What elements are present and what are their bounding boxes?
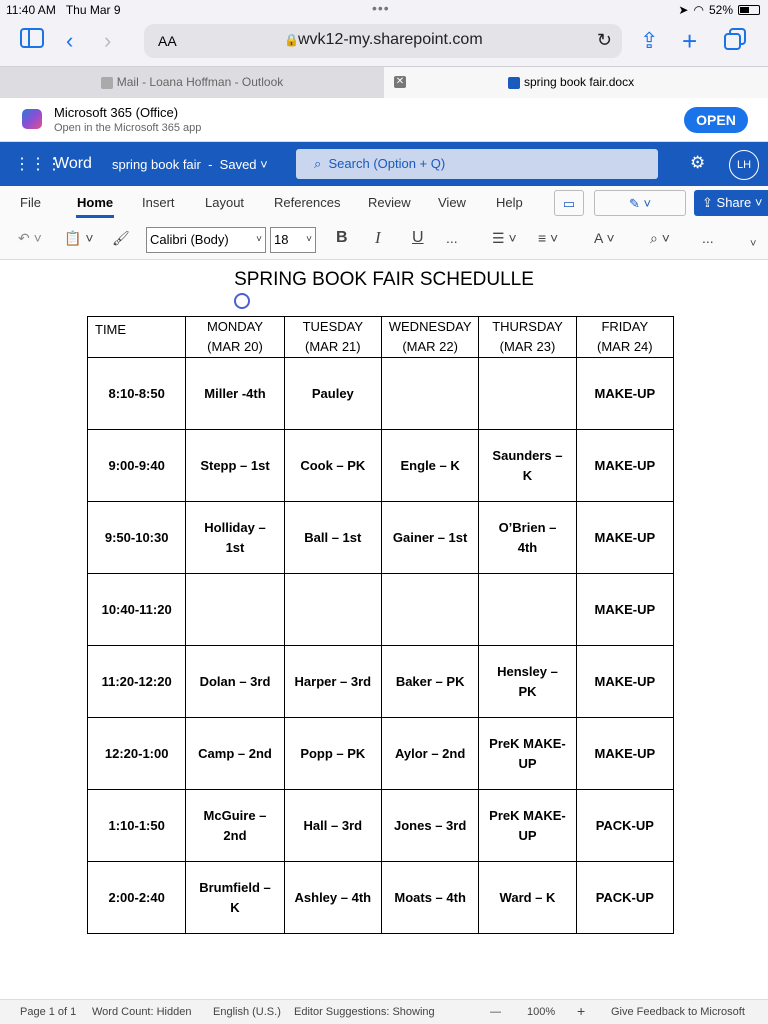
schedule-cell[interactable] — [186, 790, 284, 862]
schedule-cell[interactable] — [479, 646, 576, 718]
editor-suggestions[interactable]: Editor Suggestions: Showing — [294, 1006, 435, 1018]
time-cell[interactable] — [88, 502, 186, 574]
cell-text: Miller -4th — [204, 385, 266, 401]
undo-icon[interactable]: ↶ ˅ — [18, 230, 42, 246]
time-cell[interactable] — [88, 862, 186, 934]
schedule-cell[interactable] — [284, 862, 381, 934]
paste-icon[interactable]: 📋 ˅ — [64, 230, 94, 246]
font-size-select[interactable]: 18 ˅ — [270, 227, 316, 253]
schedule-cell[interactable] — [284, 358, 381, 430]
font-family-select[interactable]: Calibri (Body) ˅ — [146, 227, 266, 253]
doc-title[interactable]: spring book fair - Saved ˅ — [112, 157, 268, 172]
cell-text: Saunders – K — [492, 447, 563, 483]
status-right — [678, 3, 760, 17]
table-row — [88, 862, 674, 934]
time-cell[interactable] — [88, 718, 186, 790]
cell-text: 8:10-8:50 — [108, 385, 165, 401]
cell-text: 9:00-9:40 — [108, 457, 165, 473]
lock-icon: 🔒 — [284, 33, 299, 47]
expand-ribbon-icon[interactable]: ˅ — [750, 238, 757, 250]
schedule-cell[interactable] — [576, 862, 673, 934]
schedule-cell[interactable] — [186, 502, 284, 574]
cell-text: PreK MAKE-UP — [489, 735, 566, 771]
tab-outlook[interactable]: Mail - Loana Hoffman - Outlook — [0, 67, 384, 98]
ribbon-tabs — [0, 186, 768, 220]
avatar[interactable]: LH — [729, 150, 759, 180]
schedule-cell[interactable] — [284, 502, 381, 574]
app-launcher-icon[interactable]: ⋮⋮⋮ — [14, 156, 62, 173]
cell-text: Baker – PK — [395, 673, 465, 689]
url-text[interactable]: wvk12-my.sharepoint.com — [298, 31, 483, 48]
find-icon[interactable]: ⌕ ˅ — [650, 230, 670, 246]
tab-home[interactable]: Home — [77, 195, 114, 210]
schedule-cell[interactable] — [576, 790, 673, 862]
cell-text: PreK MAKE-UP — [489, 807, 566, 843]
reload-icon[interactable]: ↻ — [596, 30, 612, 50]
align-icon[interactable]: ≡ ˅ — [538, 230, 559, 246]
schedule-cell[interactable] — [576, 430, 673, 502]
cell-text: Jones – 3rd — [394, 817, 467, 833]
zoom-level[interactable]: 100% — [527, 1006, 556, 1018]
cell-text: 2:00-2:40 — [108, 889, 165, 905]
document-title[interactable]: SPRING BOOK FAIR SCHEDULLE — [234, 269, 534, 290]
more-toolbar-icon[interactable]: ... — [702, 230, 714, 246]
cell-text: Hensley – PK — [497, 663, 558, 699]
header-cell[interactable] — [381, 317, 478, 358]
doc-status: Saved — [219, 157, 257, 172]
table-header-row — [88, 317, 674, 358]
schedule-cell[interactable] — [381, 574, 478, 646]
styles-icon[interactable]: A ˅ — [594, 230, 615, 246]
schedule-cell[interactable] — [576, 646, 673, 718]
outlook-icon — [101, 77, 113, 89]
underline-button[interactable]: U — [412, 229, 424, 246]
cell-text: PACK-UP — [595, 817, 654, 833]
app-name[interactable]: Word — [54, 155, 92, 172]
cell-text: Dolan – 3rd — [199, 673, 271, 689]
schedule-cell[interactable] — [479, 862, 576, 934]
table-row — [88, 574, 674, 646]
schedule-cell[interactable] — [381, 718, 478, 790]
schedule-cell[interactable] — [576, 358, 673, 430]
cell-text: Cook – PK — [300, 457, 366, 473]
formatting-toolbar — [0, 220, 768, 260]
time-cell[interactable] — [88, 646, 186, 718]
settings-gear-icon[interactable]: ⚙ — [690, 153, 706, 172]
tab-review[interactable]: Review — [368, 195, 411, 210]
browser-toolbar — [0, 20, 768, 66]
schedule-cell[interactable] — [479, 502, 576, 574]
close-tab-icon[interactable]: ✕ — [395, 76, 405, 87]
schedule-cell[interactable] — [381, 358, 478, 430]
header-cell[interactable] — [284, 317, 381, 358]
cell-text: Hall – 3rd — [303, 817, 363, 833]
time-cell[interactable] — [88, 358, 186, 430]
tabs-overview-icon[interactable] — [724, 28, 746, 56]
schedule-cell[interactable] — [479, 574, 576, 646]
cell-text: 1:10-1:50 — [108, 817, 165, 833]
header-date: (MAR 20) — [207, 339, 263, 354]
banner-title: Microsoft 365 (Office) — [54, 105, 179, 120]
italic-button[interactable]: I — [375, 228, 381, 247]
share-sheet-icon[interactable]: ⇪ — [640, 28, 659, 53]
schedule-cell[interactable] — [186, 358, 284, 430]
cell-text: MAKE-UP — [594, 601, 656, 617]
battery-percent: 52% — [708, 3, 733, 17]
bullets-icon[interactable]: ☰ ˅ — [492, 230, 517, 246]
open-app-button[interactable]: OPEN — [684, 107, 748, 133]
table-row — [88, 718, 674, 790]
tab-help[interactable]: Help — [496, 195, 523, 210]
zoom-in-button[interactable]: + — [577, 1003, 586, 1019]
header-day: WEDNESDAY — [388, 319, 472, 334]
chevron-down-icon: ˅ — [256, 234, 262, 245]
table-row — [88, 646, 674, 718]
cell-text: Brumfield – K — [199, 879, 271, 915]
app-banner — [0, 98, 768, 142]
cell-text: Ward – K — [499, 889, 556, 905]
time-cell[interactable] — [88, 790, 186, 862]
document-canvas[interactable] — [0, 261, 768, 999]
table-row — [88, 502, 674, 574]
tab-file[interactable]: File — [20, 195, 41, 210]
cell-text: Ashley – 4th — [294, 889, 372, 905]
cell-text: O’Brien – 4th — [498, 519, 557, 555]
schedule-table[interactable] — [87, 316, 674, 934]
cell-text: McGuire – 2nd — [203, 807, 267, 843]
header-day: MONDAY — [206, 319, 264, 334]
multitask-dots-icon[interactable]: ••• — [372, 0, 390, 16]
header-cell[interactable] — [88, 317, 186, 358]
browser-tabs — [0, 66, 768, 98]
cell-text: 10:40-11:20 — [101, 601, 172, 617]
schedule-cell[interactable] — [186, 718, 284, 790]
header-day: FRIDAY — [601, 319, 649, 334]
cell-text: Engle – K — [400, 457, 460, 473]
status-date: Thu Mar 9 — [65, 3, 121, 17]
header-day: THURSDAY — [492, 319, 563, 334]
feedback-link[interactable]: Give Feedback to Microsoft — [611, 1006, 745, 1018]
word-count[interactable]: Word Count: Hidden — [92, 1006, 192, 1018]
header-cell[interactable] — [479, 317, 576, 358]
wifi-icon: ◠ — [693, 3, 704, 17]
schedule-cell[interactable] — [479, 790, 576, 862]
tab-view[interactable]: View — [438, 195, 466, 210]
table-row — [88, 430, 674, 502]
cell-text: 11:20-12:20 — [101, 673, 172, 689]
schedule-cell[interactable] — [381, 502, 478, 574]
schedule-cell[interactable] — [479, 430, 576, 502]
share-button[interactable]: ⇪ Share ˅ — [694, 190, 768, 216]
text-cursor-handle-icon[interactable] — [234, 293, 250, 309]
cell-text: 12:20-1:00 — [104, 745, 169, 761]
m365-logo-icon — [22, 109, 42, 129]
comments-icon[interactable]: ▭ — [554, 190, 584, 216]
cell-text: Popp – PK — [300, 745, 366, 761]
schedule-cell[interactable] — [381, 430, 478, 502]
page-count: Page 1 of 1 — [20, 1006, 77, 1018]
header-date: (MAR 21) — [305, 339, 361, 354]
cell-text: MAKE-UP — [594, 385, 656, 401]
table-row — [88, 358, 674, 430]
location-icon: ➤ — [678, 3, 689, 17]
battery-icon — [738, 5, 760, 15]
schedule-cell[interactable] — [576, 574, 673, 646]
search-icon: ⌕ — [314, 156, 322, 171]
table-row — [88, 790, 674, 862]
cell-text: MAKE-UP — [594, 673, 656, 689]
sidebar-icon[interactable] — [20, 28, 44, 54]
cell-text: PACK-UP — [595, 889, 654, 905]
format-painter-icon[interactable]: 🖌 — [112, 230, 130, 246]
bold-button[interactable]: B — [336, 229, 348, 246]
cell-text: Camp – 2nd — [198, 745, 272, 761]
ios-status-bar — [0, 0, 768, 20]
tab-layout[interactable]: Layout — [205, 195, 245, 210]
schedule-cell[interactable] — [284, 646, 381, 718]
schedule-cell[interactable] — [186, 646, 284, 718]
schedule-cell[interactable] — [381, 790, 478, 862]
word-status-bar — [0, 999, 768, 1024]
cell-text: Harper – 3rd — [294, 673, 372, 689]
forward-icon[interactable]: › — [104, 28, 112, 53]
cell-text: Holliday – 1st — [204, 519, 266, 555]
back-icon[interactable]: ‹ — [66, 28, 74, 53]
header-cell[interactable] — [576, 317, 673, 358]
tab-word-doc[interactable] — [384, 67, 768, 98]
more-font-options[interactable]: ... — [446, 230, 458, 246]
schedule-cell[interactable] — [381, 862, 478, 934]
header-date: (MAR 23) — [499, 339, 556, 354]
tab-insert[interactable]: Insert — [142, 195, 175, 210]
schedule-cell[interactable] — [284, 790, 381, 862]
time-cell[interactable] — [88, 430, 186, 502]
chevron-down-icon: ˅ — [306, 234, 312, 245]
active-tab-indicator — [76, 215, 114, 218]
schedule-cell[interactable] — [284, 574, 381, 646]
new-tab-icon[interactable]: + — [682, 26, 698, 56]
header-date: (MAR 24) — [597, 339, 653, 354]
cell-text: Ball – 1st — [304, 529, 362, 545]
schedule-cell[interactable] — [576, 502, 673, 574]
text-size-button[interactable]: AA — [158, 33, 177, 49]
schedule-cell[interactable] — [186, 430, 284, 502]
cell-text: Pauley — [311, 385, 354, 401]
status-time: 11:40 AM Thu Mar 9 — [6, 3, 121, 17]
cell-text: Moats – 4th — [394, 889, 466, 905]
word-header — [0, 142, 768, 186]
tab-references[interactable]: References — [274, 195, 341, 210]
schedule-cell[interactable] — [284, 718, 381, 790]
search-placeholder: Search (Option + Q) — [328, 156, 446, 171]
time-cell[interactable] — [88, 574, 186, 646]
schedule-cell[interactable] — [479, 718, 576, 790]
schedule-cell[interactable] — [381, 646, 478, 718]
header-day: TIME — [95, 322, 127, 337]
search-box[interactable] — [296, 149, 658, 179]
header-date: (MAR 22) — [402, 339, 458, 354]
cell-text: Gainer – 1st — [392, 529, 468, 545]
schedule-cell[interactable] — [284, 430, 381, 502]
share-icon: ⇪ — [702, 195, 713, 210]
cell-text: 9:50-10:30 — [104, 529, 169, 545]
tab-word-label: spring book fair.docx — [508, 67, 634, 98]
zoom-out-button[interactable]: — — [490, 1006, 501, 1018]
cell-text: Aylor – 2nd — [394, 745, 466, 761]
header-cell[interactable] — [186, 317, 284, 358]
cell-text: MAKE-UP — [594, 745, 656, 761]
address-bar[interactable] — [144, 24, 622, 58]
language[interactable]: English (U.S.) — [213, 1006, 281, 1018]
schedule-cell[interactable] — [479, 358, 576, 430]
cell-text: MAKE-UP — [594, 529, 656, 545]
schedule-cell[interactable] — [576, 718, 673, 790]
cell-text: MAKE-UP — [594, 457, 656, 473]
schedule-cell[interactable] — [186, 862, 284, 934]
cell-text: Stepp – 1st — [200, 457, 270, 473]
schedule-cell[interactable] — [186, 574, 284, 646]
word-file-icon — [508, 77, 520, 89]
battery-fill — [740, 7, 749, 13]
banner-subtitle: Open in the Microsoft 365 app — [54, 122, 202, 134]
header-day: TUESDAY — [302, 319, 364, 334]
editing-mode-icon[interactable]: ✎ ˅ — [594, 190, 686, 216]
